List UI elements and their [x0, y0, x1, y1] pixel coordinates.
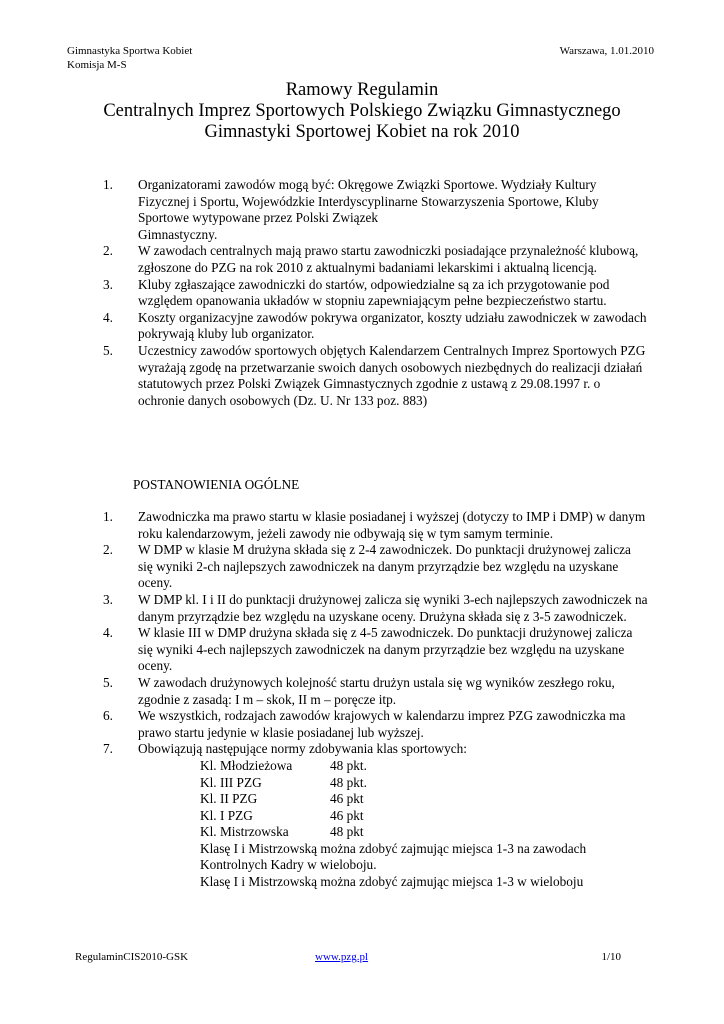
general-item-number: 2.	[103, 542, 113, 558]
general-item	[0, 592, 724, 625]
intro-item-text: Organizatorami zawodów mogą być: Okręgowe Związki Sportowe. Wydziały Kultury Fizycznej i Sportu, Wojewódzkie Interdyscyplinarne Stowarzyszenia Sportowe, Kluby Sportowe wytypowane przez Polski Związek	[138, 177, 599, 226]
general-item-text: Obowiązują następujące normy zdobywania klas sportowych:	[138, 741, 468, 757]
general-provisions-list	[0, 509, 724, 891]
general-item-number: 4.	[103, 625, 113, 641]
general-item-number: 1.	[103, 509, 113, 524]
general-item	[0, 509, 724, 542]
intro-item-text: Koszty organizacyjne zawodów pokrywa organizator, koszty udziału zawodniczek w zawodach pokrywają kluby lub organizator.	[138, 309, 647, 342]
general-item-text: W DMP w klasie M drużyna składa się z 2-4 zawodniczek. Do punktacji drużynowej zalicza się wyniki 2-ch najlepszych zawodniczek na danym przyrządzie bez względu na uzyskane oceny.	[138, 542, 631, 591]
general-item-text: Zawodniczka ma prawo startu w klasie posiadanej i wyższej (dotyczy to IMP i DMP) w danym roku kalendarzowym, jeżeli zawody nie odbywają się w tym samym terminie.	[138, 509, 646, 541]
general-item	[0, 675, 724, 708]
norm-row	[138, 824, 648, 841]
norm-class: Kl. Mistrzowska	[200, 824, 289, 840]
norm-note: Klasę I i Mistrzowską można zdobyć zajmując miejsca 1-3 w wieloboju	[200, 874, 584, 890]
intro-item	[0, 343, 724, 409]
norm-note: Klasę I i Mistrzowską można zdobyć zajmując miejsca 1-3 na zawodach Kontrolnych Kadry w wieloboju.	[200, 840, 587, 873]
general-item-text: W DMP kl. I i II do punktacji drużynowej zalicza się wyniki 3-ech najlepszych zawodniczek na danym przyrządzie bez względu na uzyskane oceny. Drużyna składa się z 3-5 zawodniczek.	[138, 591, 648, 624]
norm-class: Kl. III PZG	[200, 774, 262, 790]
footer-website	[315, 950, 368, 964]
footer-page-number: 1/10	[601, 951, 621, 963]
norm-class: Kl. I PZG	[200, 807, 253, 823]
intro-item-number: 2.	[103, 243, 113, 259]
intro-list	[0, 177, 724, 409]
general-item-text: W zawodach drużynowych kolejność startu drużyn ustala się wg wyników zeszłego roku, zgodnie z zasadą: I m – skok, II m – poręcze itp.	[138, 674, 615, 707]
general-item	[0, 542, 724, 592]
intro-item-number: 1.	[103, 177, 113, 192]
general-item-text: We wszystkich, rodzajach zawodów krajowych w kalendarzu imprez PZG zawodniczka ma prawo startu jedynie w klasie posiadanej lub wyższej.	[138, 708, 626, 740]
norm-points: 48 pkt.	[330, 774, 367, 790]
intro-item	[0, 177, 724, 243]
footer-website-link[interactable]: www.pzg.pl	[315, 951, 369, 963]
title-line3: Gimnastyki Sportowej Kobiet na rok 2010	[204, 122, 520, 142]
section-heading-general-provisions: POSTANOWIENIA OGÓLNE	[133, 477, 300, 492]
general-item	[0, 625, 724, 675]
norm-class: Kl. Młodzieżowa	[200, 757, 293, 773]
norms-block	[138, 758, 648, 891]
document-title	[60, 80, 664, 143]
intro-item-number: 3.	[103, 276, 113, 292]
norm-points: 46 pkt	[330, 807, 364, 823]
intro-item-number: 4.	[103, 309, 113, 325]
header-org-line2: Komisja M-S	[67, 59, 127, 71]
intro-item-number: 5.	[103, 342, 113, 358]
norm-row	[138, 791, 648, 808]
intro-item-text: Kluby zgłaszające zawodniczki do startów, odpowiedzialne są za ich przygotowanie pod względem opanowania układów w stopniu zapewniającym pełne bezpieczeństwo startu.	[138, 276, 610, 309]
norm-class: Kl. II PZG	[200, 791, 258, 807]
norm-row	[138, 808, 648, 825]
intro-item-text: W zawodach centralnych mają prawo startu zawodniczki posiadające przynależność klubową, zgłoszone do PZG na rok 2010 z aktualnymi badaniami lekarskimi i aktualną licencją.	[138, 243, 639, 275]
general-item-number: 6.	[103, 708, 113, 724]
intro-item	[0, 243, 724, 276]
norm-points: 48 pkt	[330, 824, 364, 840]
intro-item-text-continuation: Gimnastyczny.	[138, 226, 218, 242]
title-line2: Centralnych Imprez Sportowych Polskiego Związku Gimnastycznego	[103, 101, 621, 121]
norm-points: 46 pkt	[330, 791, 364, 807]
general-item	[0, 708, 724, 741]
general-item-number: 3.	[103, 591, 113, 607]
header-organization	[67, 44, 192, 72]
general-item-number: 5.	[103, 674, 113, 690]
norm-points: 48 pkt.	[330, 757, 367, 773]
general-item-number: 7.	[103, 741, 113, 757]
general-item	[0, 741, 724, 890]
intro-item-text: Uczestnicy zawodów sportowych objętych Kalendarzem Centralnych Imprez Sportowych PZG wyrażają zgodę na przetwarzanie swoich danych osobowych niezbędnych do realizacji działań statutowych przez Polski Związek Gimnastycznych zgodnie z ustawą z 29.08.1997 r. o ochronie danych osobowych (Dz. U. Nr 133 poz. 883)	[138, 342, 646, 408]
norm-row	[138, 758, 648, 775]
header-place-date: Warszawa, 1.01.2010	[559, 45, 654, 57]
general-item-text: W klasie III w DMP drużyna składa się z 4-5 zawodniczek. Do punktacji drużynowej zalicza się wyniki 4-ech najlepszych zawodniczek na danym przyrządzie bez względu na uzyskane oceny.	[138, 625, 633, 674]
intro-item	[0, 310, 724, 343]
header-org-line1: Gimnastyka Sportwa Kobiet	[67, 45, 193, 57]
footer-document-id: RegulaminCIS2010-GSK	[75, 951, 189, 963]
norm-row	[138, 775, 648, 792]
title-line1: Ramowy Regulamin	[285, 80, 439, 100]
intro-item	[0, 277, 724, 310]
